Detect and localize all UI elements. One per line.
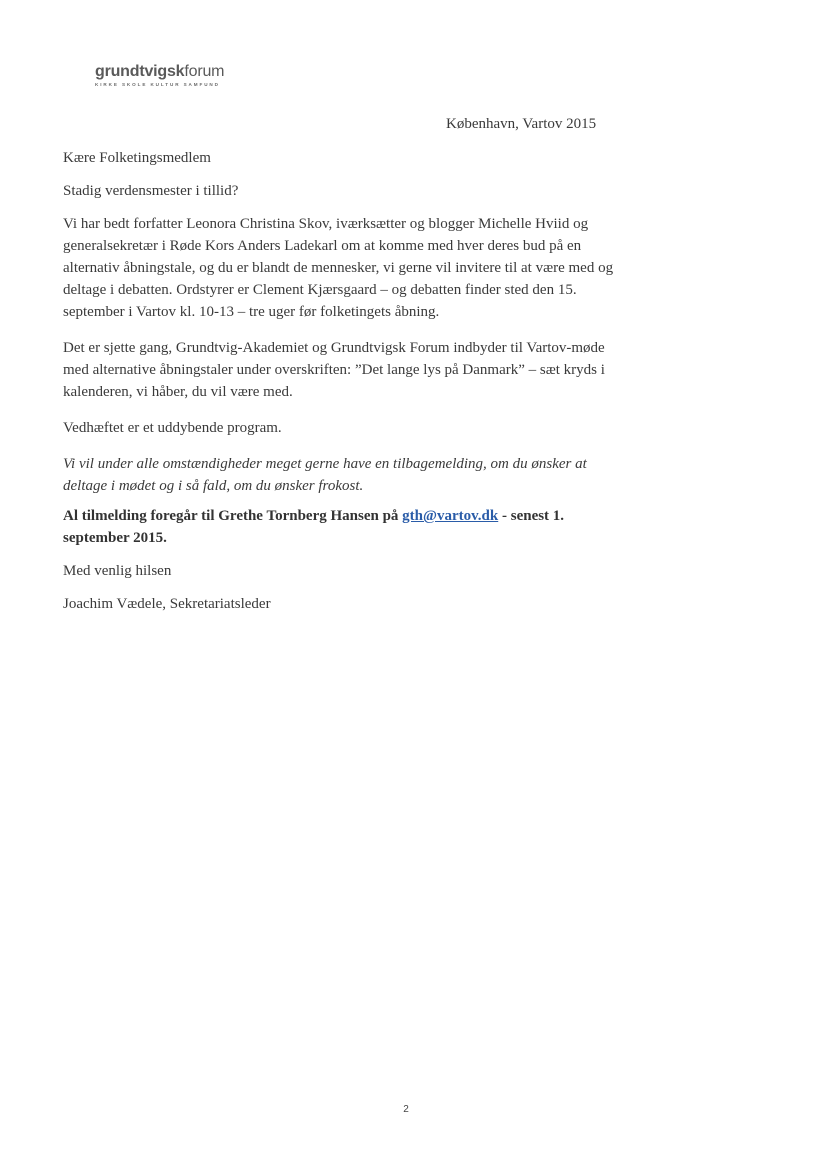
grundtvigsk-forum-logo [95,62,255,87]
paragraph-background: Det er sjette gang, Grundtvig-Akademiet og Grundtvigsk Forum indbyder til Vartov-møde med alternative åbningstaler under overskriften: ”Det lange lys på Danmark” – sæt kryds i kalenderen, vi håber, du vil være med. [63,340,605,400]
email-link[interactable]: gth@vartov.dk [402,508,499,524]
logo-wordmark [95,62,255,82]
paragraph-invitation: Vi har bedt forfatter Leonora Christina Skov, iværksætter og blogger Michelle Hviid og generalsekretær i Røde Kors Anders Ladekarl om at komme med hver deres bud på en alternativ åbningstale, og du er blandt de mennesker, vi gerne vil invitere til at være med og deltage i debatten. Ordstyrer er Clement Kjærsgaard – og debatten finder sted den 15. september i Vartov kl. 10-13 – tre uger før folketingets åbning. [63,216,614,320]
signup-instructions [63,505,618,549]
paragraph-attachment: Vedhæftet er et uddybende program. [63,420,282,436]
signup-deadline: - senest 1. september 2015. [63,508,565,546]
letter-body [63,147,618,615]
subject-line: Stadig verdensmester i tillid? [63,183,239,199]
rsvp-note: Vi vil under alle omstændigheder meget gerne have en tilbagemelding, om du ønsker at deltage i mødet og i så fald, om du ønsker frokost. [63,456,587,494]
logo-wordmark-bold: grundtvigsk [95,63,185,80]
logo-wordmark-light: forum [184,63,225,80]
signup-prefix: Al tilmelding foregår til Grethe Tornberg Hansen på [63,508,403,524]
logo-tagline: KIRKE SKOLE KULTUR SAMFUND [95,82,220,87]
salutation: Kære Folketingsmedlem [63,150,211,166]
signature: Joachim Vædele, Sekretariatsleder [63,596,271,612]
closing: Med venlig hilsen [63,563,172,579]
page-number: 2 [403,1104,409,1115]
place-date: København, Vartov 2015 [446,116,597,132]
